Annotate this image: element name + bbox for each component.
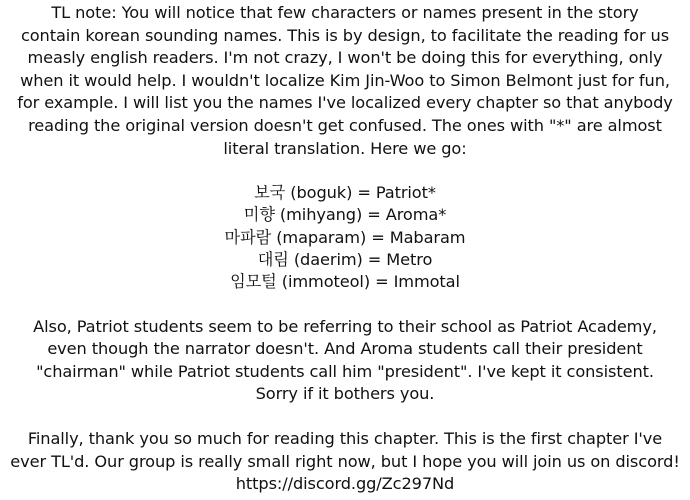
korean-name: 마파람 (224, 227, 272, 247)
text-line: for example. I will list you the names I've localized every chapter so that anybody (17, 93, 673, 113)
text-line: Also, Patriot students seem to be referring to their school as Patriot Academy, (33, 316, 657, 336)
korean-name: 보국 (254, 183, 286, 203)
also-paragraph (3, 316, 687, 406)
korean-name: 미향 (243, 205, 275, 225)
discord-link: https://discord.gg/Zc297Nd (235, 474, 455, 494)
name-entry (3, 271, 687, 293)
text-line: ever TL'd. Our group is really small right now, but I hope you will join us on discord! (10, 451, 680, 471)
closing-paragraph (3, 428, 687, 496)
text-line: "chairman" while Patriot students call him "president". I've kept it consistent. (36, 361, 654, 381)
text-line: reading the original version doesn't get confused. The ones with "*" are almost (28, 115, 662, 135)
tl-note-paragraph (3, 2, 687, 160)
name-entry (3, 182, 687, 204)
text-line: Sorry if it bothers you. (255, 384, 435, 404)
korean-name: 대림 (257, 250, 289, 270)
text-line: literal translation. Here we go: (223, 138, 467, 158)
name-entry (3, 249, 687, 271)
name-mapping: (boguk) = Patriot* (290, 183, 436, 203)
name-mapping: (mihyang) = Aroma* (279, 205, 447, 225)
text-line: when it would help. I wouldn't localize Kim Jin-Woo to Simon Belmont just for fun, (20, 70, 670, 90)
name-mapping: (daerim) = Metro (293, 250, 433, 270)
text-line: TL note: You will notice that few characters or names present in the story (51, 3, 639, 22)
name-mapping: (maparam) = Mabaram (276, 227, 466, 247)
text-line: Finally, thank you so much for reading this chapter. This is the first chapter I've (27, 429, 663, 449)
name-entry (3, 204, 687, 226)
korean-name: 임모털 (230, 272, 277, 292)
text-line: contain korean sounding names. This is by design, to facilitate the reading for us (20, 25, 670, 45)
name-mapping: (immoteol) = Immotal (281, 272, 460, 292)
name-entry (3, 227, 687, 249)
text-line: even though the narrator doesn't. And Aroma students call their president (47, 339, 643, 359)
text-line: measly english readers. I'm not crazy, I won't be doing this for everything, only (27, 48, 663, 68)
localized-names-list (3, 182, 687, 293)
